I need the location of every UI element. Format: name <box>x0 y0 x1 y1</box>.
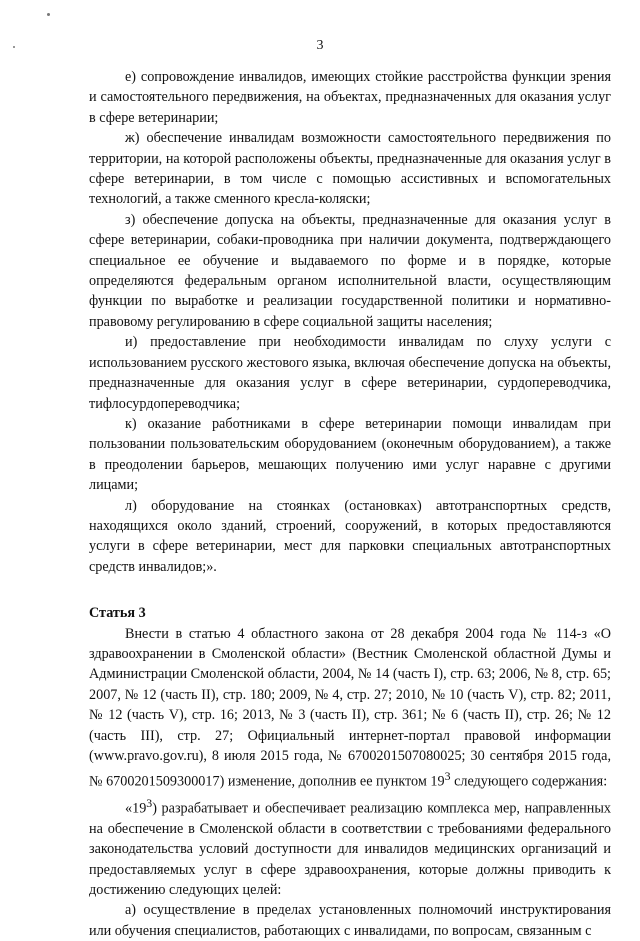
article-heading: Статья 3 <box>89 605 146 622</box>
page-number: 3 <box>316 38 324 53</box>
quoted-item-19-3 <box>89 793 611 901</box>
paragraph-z: з) обеспечение допуска на объекты, предназначенные для оказания услуг в сфере ветеринарии, собаки-проводника при наличии документа, подтверждающего специальное ее обучение и выдаваемого по форме и в порядке, которые определяются федеральным органом исполнительной власти, осуществляющим функции по выработке и реализации государственной политики и нормативно-правовому регулированию в сфере социальной защиты населения; <box>89 211 611 330</box>
article-body-text: Внести в статью 4 областного закона от 28 декабря 2004 года № 114-з «О здравоохранении в Смоленской области» (Вестник Смоленской областной Думы и Администрации Смоленской области, 2004, № 14 (часть I), стр. 63; 2006, № 8, стр. 65; 2007, № 12 (часть II), стр. 180; 2009, № 4, стр. 27; 2010, № 10 (часть V), стр. 82; 2011, № 12 (часть V), стр. 16; 2013, № 3 (часть II), стр. 361; № 6 (часть II), стр. 26; № 12 (часть III), стр. 27; Официальный интернет-портал правовой информации (www.pravo.gov.ru), 8 июля 2015 года, № 6700201507080025; 30 сентября 2015 года, № 6700201509300017) изменение, дополнив ее пунктом 19 <box>89 625 611 791</box>
article-body <box>89 624 611 793</box>
paragraph-e: е) сопровождение инвалидов, имеющих стойкие расстройства функции зрения и самостоятельного передвижения, на объектах, предназначенных для оказания услуг в сфере ветеринарии; <box>89 69 611 126</box>
quoted-item-open: «19 <box>125 800 147 817</box>
scan-speck <box>47 13 50 16</box>
article-body-superscript: 3 <box>444 769 451 784</box>
paragraph-i: и) предоставление при необходимости инвалидам по слуху услуги с использованием русского жестового языка, включая обеспечение допуска на объекты, предназначенные для оказания услуг в сфере ветеринарии, сурдопереводчика, тифлосурдопереводчика; <box>89 334 611 412</box>
paragraph-k: к) оказание работниками в сфере ветеринарии помощи инвалидам при пользовании пользовательским оборудованием (оконечным оборудованием), а также в преодолении барьеров, мешающих получению ими услуг наравне с другими лицами; <box>89 415 611 494</box>
paragraph-a: а) осуществление в пределах установленных полномочий инструктирования или обучения специалистов, работающих с инвалидами, по вопросам, связанным с <box>89 902 611 939</box>
article-body-tail: следующего содержания: <box>450 774 608 791</box>
quoted-item-superscript: 3 <box>146 795 153 810</box>
quoted-item-text: ) разрабатывает и обеспечивает реализацию комплекса мер, направленных на обеспечение в Смоленской области в соответствии с требованиями федерального законодательства условий доступности для инвалидов медицинских организаций и предоставляемых услуг в сфере здравоохранения, которые должны приводить к достижению следующих целей: <box>89 800 611 898</box>
paragraph-l: л) оборудование на стоянках (остановках) автотранспортных средств, находящихся около зданий, строений, сооружений, в которых предоставляются услуги в сфере ветеринарии, мест для парковки специальных автотранспортных средств инвалидов;». <box>89 497 611 575</box>
paragraph-zh: ж) обеспечение инвалидам возможности самостоятельного передвижения по территории, на которой расположены объекты, предназначенные для оказания услуг в сфере ветеринарии, в том числе с помощью ассистивных и вспомогательных технологий, а также сменного кресла-коляски; <box>89 130 611 208</box>
document-body <box>89 67 611 941</box>
